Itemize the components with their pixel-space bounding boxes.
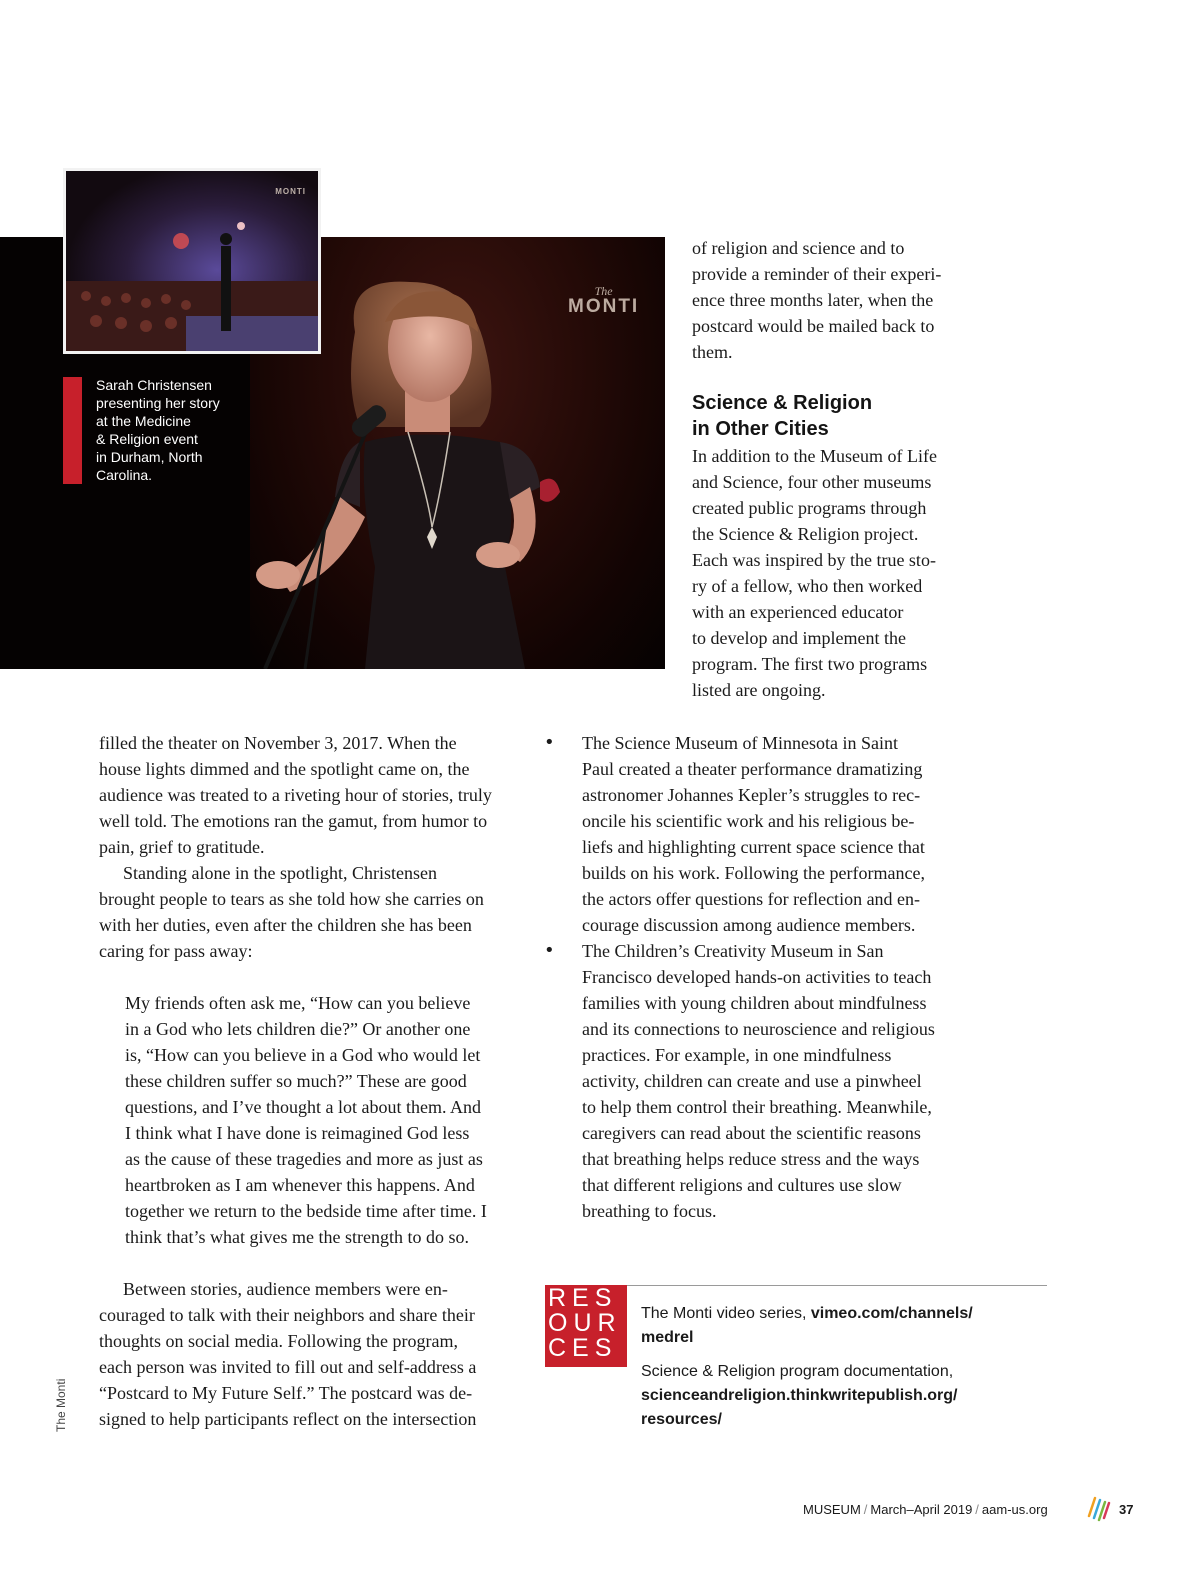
left-column-body: filled the theater on November 3, 2017. When the house lights dimmed and the spotlight came on, the audience was treated to a riveting hour of stories, truly well told. The emotions ran the gamut, from humor to pain, grief to gratitude. Standing alone in the spotlight, Christensen brought people to tears as she told how she carries on with her duties, even after the children she has been caring for pass away: bbox=[99, 733, 492, 961]
inset-photo bbox=[63, 168, 321, 354]
photo-credit: The Monti bbox=[54, 1378, 68, 1432]
photo-caption: Sarah Christensen presenting her story at the Medicine & Religion event in Durham, North Carolina. bbox=[96, 377, 220, 483]
inset-monti-logo: MONTI bbox=[275, 187, 306, 196]
vimeo-link[interactable]: vimeo.com/channels/ bbox=[810, 1305, 973, 1322]
resource-item: Science & Religion program documentation, bbox=[641, 1363, 954, 1380]
bullet-marker: • bbox=[544, 940, 555, 961]
page-number: 37 bbox=[1119, 1502, 1134, 1517]
resource-item: The Monti video series, vimeo.com/channels/ bbox=[641, 1305, 973, 1322]
page-footer: MUSEUM / March–April 2019 / aam-us.org bbox=[803, 1502, 1048, 1517]
vimeo-link-cont[interactable]: medrel bbox=[641, 1329, 694, 1346]
caption-accent-bar bbox=[63, 377, 82, 484]
magazine-name: MUSEUM bbox=[803, 1502, 861, 1517]
resources-label: RES OUR CES bbox=[548, 1284, 622, 1362]
section-body: In addition to the Museum of Life and Science, four other museums created public programs through the Science & Religion project. Each was inspired by the true sto- ry of a fellow, who then worked with an experienced educator to develop and implement the program. The first two programs listed are ongoing. bbox=[692, 446, 937, 700]
list-item: • The Science Museum of Minnesota in Saint Paul created a theater performance dramatizing astronomer Johannes Kepler’s struggles to rec- oncile his scientific work and his religious be- liefs and highlighting current space science that builds on his work. Following the performance, the actors offer questions for reflection and en- courage discussion among audience members. bbox=[544, 732, 925, 935]
issue-date: March–April 2019 bbox=[870, 1502, 973, 1517]
docs-link[interactable]: scienceandreligion.thinkwritepublish.org/ bbox=[641, 1387, 958, 1404]
monti-logo: The MONTI bbox=[568, 284, 640, 317]
block-quote: My friends often ask me, “How can you believe in a God who lets children die?” Or another one is, “How can you believe in a God who would let these children suffer so much?” These are good questions, and I’ve thought a lot about them. And I think what I have done is reimagined God less as the cause of these tragedies and more as just as heartbroken as I am whenever this happens. And together we return to the bedside time after time. I think that’s what gives me the strength to do so. bbox=[125, 993, 487, 1247]
resources-divider bbox=[627, 1285, 1047, 1286]
site-link[interactable]: aam-us.org bbox=[981, 1502, 1048, 1517]
bullet-marker: • bbox=[544, 732, 555, 753]
list-item: • The Children’s Creativity Museum in San Francisco developed hands-on activities to teach families with young children about mindfulness and its connections to neuroscience and religious practices. For example, in one mindfulness activity, children can create and use a pinwheel to help them control their breathing. Meanwhile, caregivers can read about the scientific reasons that breathing helps reduce stress and the ways that different religions and cultures use slow breathing to focus. bbox=[544, 940, 935, 1221]
left-column-closing: Between stories, audience members were en- couraged to talk with their neighbors and share their thoughts on social media. Following the program, each person was invited to fill out and self-address a “Postcard to My Future Self.” The postcard was de- signed to help participants reflect on the intersection bbox=[99, 1279, 477, 1429]
program-list bbox=[544, 730, 984, 1224]
right-column-intro: of religion and science and to provide a reminder of their experi- ence three months later, when the postcard would be mailed back to them. bbox=[692, 238, 942, 362]
docs-link-cont[interactable]: resources/ bbox=[641, 1411, 722, 1428]
aam-logo-icon bbox=[1086, 1494, 1112, 1522]
theater-illustration bbox=[66, 171, 318, 351]
resources-list bbox=[641, 1302, 1041, 1432]
section-heading: Science & Religion in Other Cities bbox=[692, 392, 873, 440]
